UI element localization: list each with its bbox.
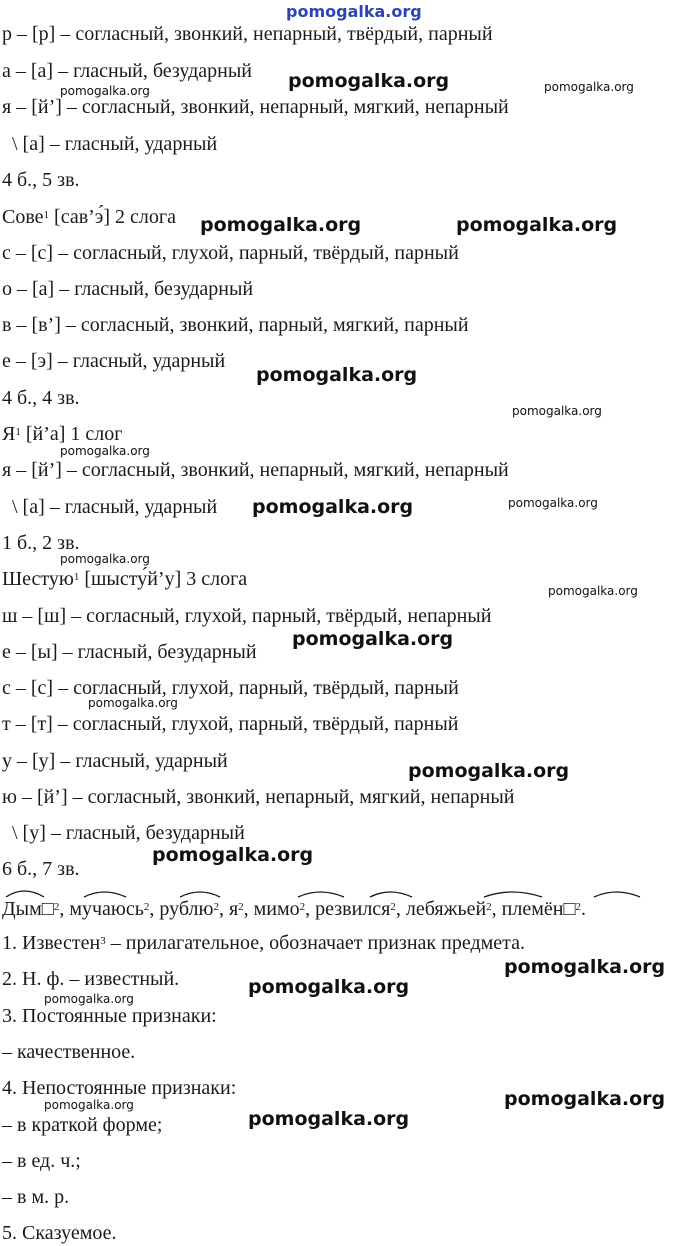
watermark: pomogalka.org bbox=[508, 496, 598, 510]
watermark: pomogalka.org bbox=[408, 760, 570, 782]
watermark: pomogalka.org bbox=[60, 444, 150, 458]
text-line: \ [а] – гласный, ударный bbox=[2, 496, 218, 518]
analysis-line: 4. Непостоянные признаки: bbox=[2, 1077, 237, 1099]
watermark: pomogalka.org bbox=[60, 552, 150, 566]
watermark: pomogalka.org bbox=[544, 80, 634, 94]
watermark: pomogalka.org bbox=[256, 364, 418, 386]
analysis-line: 1. Известен$^3$ – прилагательное, обозначает признак предмета. bbox=[2, 932, 526, 954]
analysis-line: 3. Постоянные признаки: bbox=[2, 1005, 217, 1027]
text-line: 4 б., 5 зв. bbox=[2, 169, 80, 191]
watermark: pomogalka.org bbox=[44, 1098, 134, 1112]
text-line: \ [у] – гласный, безударный bbox=[2, 822, 245, 844]
text-line: с – [с] – согласный, глухой, парный, твёрдый, парный bbox=[2, 242, 459, 264]
text-line: 1 б., 2 зв. bbox=[2, 532, 80, 554]
word-heading: $Я^1$ [й’а] 1 слог bbox=[2, 423, 123, 445]
text-line: в – [в’] – согласный, звонкий, парный, мягкий, парный bbox=[2, 314, 469, 336]
text-line: ю – [й’] – согласный, звонкий, непарный, мягкий, непарный bbox=[2, 786, 515, 808]
root-arc bbox=[594, 892, 640, 897]
watermark: pomogalka.org bbox=[252, 496, 414, 518]
analysis-line: – в краткой форме; bbox=[2, 1114, 163, 1136]
watermark: pomogalka.org bbox=[88, 696, 178, 710]
watermark: pomogalka.org bbox=[248, 976, 410, 998]
text-line: ш – [ш] – согласный, глухой, парный, твёрдый, непарный bbox=[2, 605, 492, 627]
watermark: pomogalka.org bbox=[504, 956, 666, 978]
watermark: pomogalka.org bbox=[504, 1088, 666, 1110]
text-line: р – [р] – согласный, звонкий, непарный, твёрдый, парный bbox=[2, 23, 493, 45]
text-line: о – [а] – гласный, безударный bbox=[2, 278, 254, 300]
text-line: е – [ы] – гласный, безударный bbox=[2, 641, 257, 663]
analysis-line: – качественное. bbox=[2, 1041, 136, 1063]
watermark: pomogalka.org bbox=[292, 628, 454, 650]
text-line: я – [й’] – согласный, звонкий, непарный, мягкий, непарный bbox=[2, 459, 509, 481]
word-heading: Сове$^1$ [сав’э́] 2 слога bbox=[2, 206, 176, 228]
watermark: pomogalka.org bbox=[60, 84, 150, 98]
watermark: pomogalka.org bbox=[152, 844, 314, 866]
text-line: \ [а] – гласный, ударный bbox=[2, 133, 218, 155]
text-line: т – [т] – согласный, глухой, парный, твёрдый, парный bbox=[2, 713, 459, 735]
watermark: pomogalka.org bbox=[548, 584, 638, 598]
analysis-line: – в ед. ч.; bbox=[2, 1150, 81, 1172]
text-line: 6 б., 7 зв. bbox=[2, 858, 80, 880]
morph-words: Дым□$^2$, мучаюсь$^2$, рублю$^2$, $я^2$, мимо$^2$, резвился$^2$, лебяжьей$^2$, племён□$^2$. bbox=[2, 898, 587, 920]
watermark: pomogalka.org bbox=[44, 992, 134, 1006]
analysis-line: 5. Сказуемое. bbox=[2, 1222, 117, 1244]
word-heading: Шестую$^1$ [шысту́й’у] 3 слога bbox=[2, 568, 248, 590]
watermark-top: pomogalka.org bbox=[286, 2, 422, 21]
watermark: pomogalka.org bbox=[248, 1108, 410, 1130]
text-line: с – [с] – согласный, глухой, парный, твёрдый, парный bbox=[2, 677, 459, 699]
text-line: я – [й’] – согласный, звонкий, непарный, мягкий, непарный bbox=[2, 96, 509, 118]
analysis-line: – в м. р. bbox=[2, 1186, 70, 1208]
text-line: а – [а] – гласный, безударный bbox=[2, 60, 252, 82]
analysis-line: 2. Н. ф. – известный. bbox=[2, 968, 180, 990]
watermark: pomogalka.org bbox=[200, 214, 362, 236]
text-line: е – [э] – гласный, ударный bbox=[2, 350, 226, 372]
watermark: pomogalka.org bbox=[456, 214, 618, 236]
watermark: pomogalka.org bbox=[288, 70, 450, 92]
text-line: у – [у] – гласный, ударный bbox=[2, 750, 228, 772]
watermark: pomogalka.org bbox=[512, 404, 602, 418]
text-line: 4 б., 4 зв. bbox=[2, 387, 80, 409]
